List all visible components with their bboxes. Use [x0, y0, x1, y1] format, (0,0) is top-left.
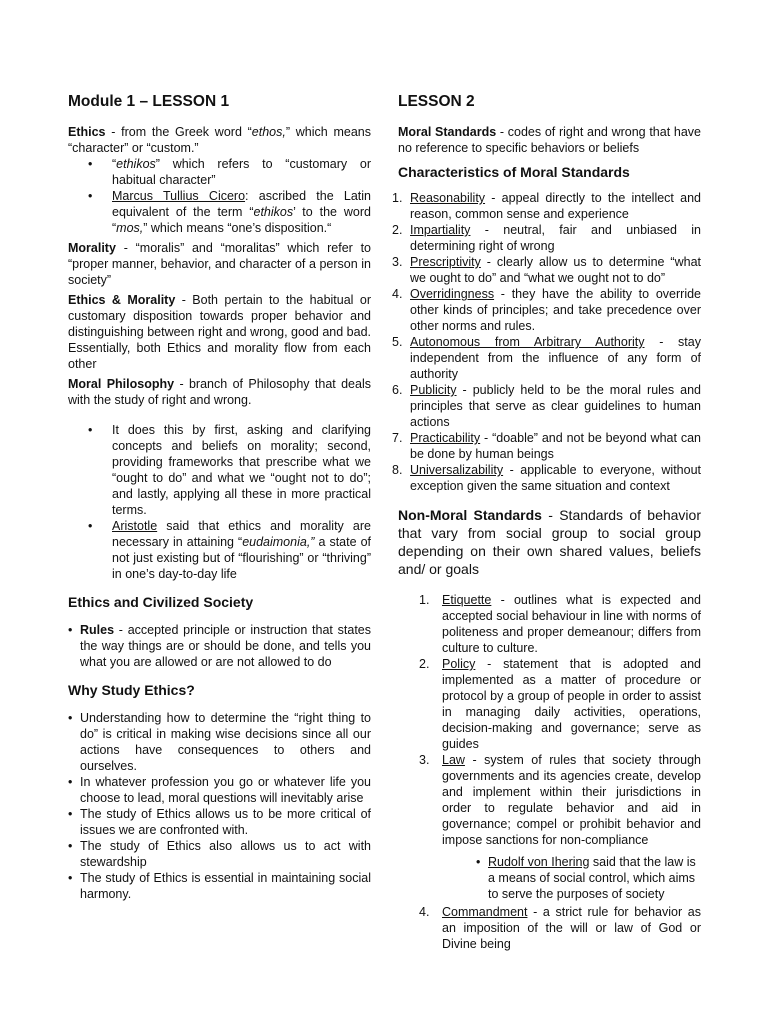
list-item [398, 904, 701, 952]
item-term: Practicability [410, 431, 481, 445]
moral-philosophy-bullets [68, 422, 371, 582]
text: - accepted principle or instruction that states the way things are or should be done, and tells you what you are allowed or are not allowed to do [80, 623, 371, 669]
right-column [392, 92, 702, 952]
text: - “moralis” and “moralitas” which refer to “proper manner, behavior, and character of a person in society” [68, 241, 371, 287]
item-term: Universalizability [410, 463, 504, 477]
text: ” which refers to “customary or habitual character” [112, 157, 371, 187]
left-column [68, 92, 371, 902]
item-number: 2. [419, 657, 430, 671]
item-term: Prescriptivity [410, 255, 481, 269]
list-item [392, 286, 701, 334]
list-item [392, 254, 701, 286]
list-item [392, 462, 701, 494]
text: a state of not just existing but of “flourishing” or “thriving” in one’s day-to-day life [112, 535, 371, 581]
characteristics-list [392, 190, 701, 494]
item-def: - neutral, fair and unbiased in determining right of wrong [410, 223, 701, 253]
ethics-morality-definition [68, 292, 371, 372]
item-def: - statement that is adopted and implemented as a matter of procedure or protocol by a group of people in order to assist in managing daily activities, operations, decision-making and governance; serve as guides [442, 657, 701, 751]
morality-definition [68, 240, 371, 288]
item-def: - system of rules that society through governments and its agencies create, develop and implement within their jurisdictions in order to regulate behavior and aid in governance; compel or prohibit behavior and impose sanctions for non-compliance [442, 753, 701, 847]
ethics-bullets [68, 156, 371, 236]
list-item [68, 622, 371, 670]
item-term: Overridingness [410, 287, 495, 301]
list-item [68, 518, 371, 582]
item-number: 1. [419, 593, 430, 607]
morality-term: Morality [68, 241, 116, 255]
item-def: - stay independent from the influence of any form of authority [410, 335, 701, 381]
item-def: - publicly held to be the moral rules and principles that serve as clear guidelines to human actions [410, 383, 701, 429]
text: - branch of Philosophy that deals with the study of right and wrong. [68, 377, 371, 407]
item-number: 8. [392, 463, 403, 477]
mos-word: mos, [116, 221, 144, 235]
ethos-word: ethos, [251, 125, 286, 139]
eudaimonia-word: eudaimonia,” [242, 535, 315, 549]
item-term: Etiquette [442, 593, 492, 607]
lesson2-heading: LESSON 2 [398, 93, 475, 110]
item-def: - they have the ability to override other kinds of principles; and take precedence over other norms and rules. [410, 287, 701, 333]
why-study-heading: Why Study Ethics? [68, 682, 195, 698]
ethics-morality-term: Ethics & Morality [68, 293, 176, 307]
moral-standards-definition [398, 124, 701, 156]
list-item [392, 430, 701, 462]
list-item [68, 156, 371, 188]
list-item: • The study of Ethics allows us to be more critical of issues we are confronted with. [68, 806, 371, 838]
ethics-term: Ethics [68, 125, 106, 139]
text: ” which means “character” or “custom.” [68, 125, 371, 155]
item-term: Publicity [410, 383, 457, 397]
list-item: • It does this by first, asking and clarifying concepts and beliefs on morality; second, providing frameworks that prescribe what we “ought to do” and what we “ought not to do”; and lastly, applying all these in more practical terms. [68, 422, 371, 518]
text: “ [112, 157, 117, 171]
ethikos-word: ethikos [116, 157, 156, 171]
item-number: 2. [392, 223, 403, 237]
item-def: - a strict rule for behavior as an imposition of the will or law of God or Divine being [442, 905, 701, 951]
text: : ascribed the Latin equivalent of the term “ [112, 189, 372, 219]
list-item [398, 592, 701, 656]
non-moral-standards-term: Non-Moral Standards [398, 507, 542, 523]
list-item [398, 656, 701, 752]
text: - from the Greek word “ [105, 125, 252, 139]
list-item [392, 190, 701, 222]
moral-standards-term: Moral Standards [398, 125, 497, 139]
item-term: Impartiality [410, 223, 471, 237]
text: - Both pertain to the habitual or customary disposition towards proper behavior and distinguishing between right and wrong, good and bad. Essentially, both Ethics and morality flow from each other [68, 293, 371, 371]
item-def: - applicable to everyone, without exception given the same situation and context [410, 463, 701, 493]
ethics-definition [68, 124, 371, 156]
item-number: 3. [419, 753, 430, 767]
item-number: 6. [392, 383, 403, 397]
item-term: Commandment [442, 905, 528, 919]
non-moral-list-cont [398, 904, 701, 952]
list-item [392, 334, 701, 382]
non-moral-list [398, 592, 701, 848]
bullet: • [476, 855, 481, 869]
item-term: Policy [442, 657, 476, 671]
item-number: 4. [392, 287, 403, 301]
list-item: • The study of Ethics also allows us to act with stewardship [68, 838, 371, 870]
text: said that the law is a means of social control, which aims to serve the purposes of society [488, 855, 696, 901]
text: said that ethics and morality are necessary in attaining “ [112, 519, 371, 549]
item-def: - outlines what is expected and accepted social behaviour in line with norms of politeness and proper demeanour; differs from culture to culture. [442, 593, 701, 655]
ethikos-word: ethikos [253, 205, 294, 219]
moral-philosophy-term: Moral Philosophy [68, 377, 175, 391]
list-item [398, 752, 701, 848]
text: - Standards of behavior that vary from social group to social group depending on their own shared values, beliefs and/ or goals [398, 507, 701, 577]
characteristics-heading: Characteristics of Moral Standards [398, 164, 630, 180]
list-item: • In whatever profession you go or whatever life you choose to lead, moral questions will inevitably arise [68, 774, 371, 806]
item-term: Autonomous from Arbitrary Authority [410, 335, 645, 349]
item-number: 5. [392, 335, 403, 349]
cicero-name: Marcus Tullius Cicero [112, 189, 246, 203]
item-def: - “doable” and not be beyond what can be done by human beings [410, 431, 701, 461]
list-item: • Understanding how to determine the “right thing to do” is critical in making wise decisions since all our actions have consequences to others and ourselves. [68, 710, 371, 774]
list-item [68, 188, 371, 236]
module-heading: Module 1 – LESSON 1 [68, 93, 230, 110]
item-number: 4. [419, 905, 430, 919]
text: - codes of right and wrong that have no reference to specific behaviors or beliefs [398, 125, 702, 155]
list-item [392, 382, 701, 430]
item-number: 3. [392, 255, 403, 269]
text: ” which means “one’s disposition.“ [143, 221, 332, 235]
list-item [392, 222, 701, 254]
ihering-subitem [398, 854, 701, 902]
ihering-name: Rudolf von Ihering [488, 855, 590, 869]
item-def: - appeal directly to the intellect and reason, common sense and experience [410, 191, 701, 221]
moral-philosophy-definition [68, 376, 371, 408]
why-study-list [68, 710, 371, 902]
aristotle-name: Aristotle [112, 519, 158, 533]
item-term: Reasonability [410, 191, 486, 205]
text: ’ to the word “ [112, 205, 371, 235]
rules-term: Rules [80, 623, 115, 637]
non-moral-standards-definition [398, 506, 701, 578]
rules-list [68, 622, 371, 670]
civilized-society-heading: Ethics and Civilized Society [68, 594, 254, 610]
item-def: - clearly allow us to determine “what we ought to do” and “what we ought not to do” [410, 255, 701, 285]
list-item: • The study of Ethics is essential in maintaining social harmony. [68, 870, 371, 902]
item-term: Law [442, 753, 465, 767]
item-number: 1. [392, 191, 403, 205]
item-number: 7. [392, 431, 403, 445]
